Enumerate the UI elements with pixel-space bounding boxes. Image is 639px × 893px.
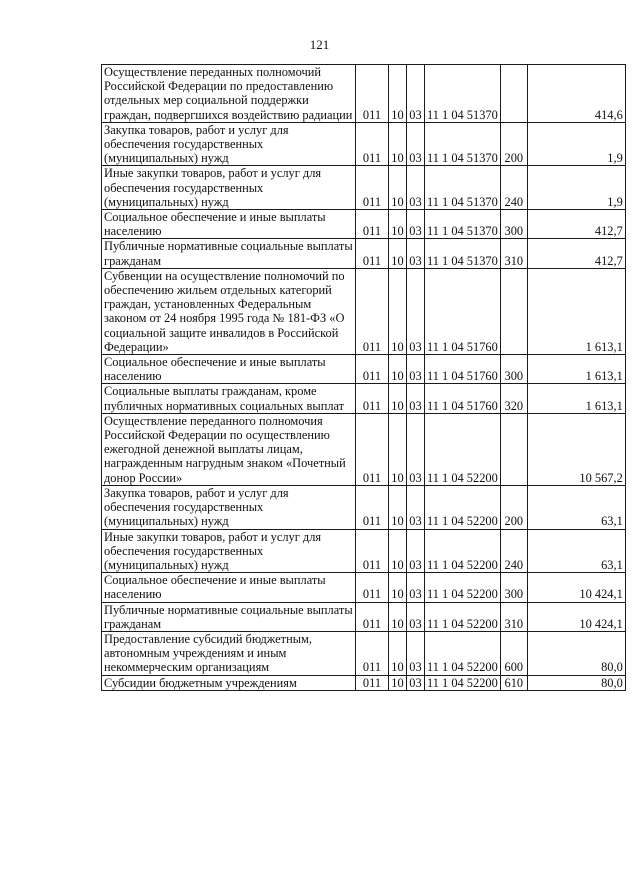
target-article-code-cell: 11 1 04 51760 bbox=[425, 268, 501, 354]
description-cell: Социальное обеспечение и иные выплаты населению bbox=[102, 210, 356, 239]
description-cell: Иные закупки товаров, работ и услуг для обеспечения государственных (муниципальных) нужд bbox=[102, 529, 356, 573]
expense-type-code-cell: 310 bbox=[500, 239, 527, 268]
subsection-code-cell: 03 bbox=[407, 675, 425, 690]
amount-cell: 1,9 bbox=[527, 122, 625, 166]
subsection-code-cell: 03 bbox=[407, 355, 425, 384]
section-code-cell: 10 bbox=[389, 631, 407, 675]
target-article-code-cell: 11 1 04 52200 bbox=[425, 413, 501, 485]
subsection-code-cell: 03 bbox=[407, 485, 425, 529]
table-row bbox=[102, 239, 626, 268]
description-cell: Социальное обеспечение и иные выплаты населению bbox=[102, 573, 356, 602]
budget-table bbox=[101, 64, 626, 691]
section-code-cell: 10 bbox=[389, 675, 407, 690]
amount-cell: 10 567,2 bbox=[527, 413, 625, 485]
description-cell: Осуществление переданного полномочия Российской Федерации по осуществлению ежегодной денежной выплаты лицам, награжденным нагрудным знаком «Почетный донор России» bbox=[102, 413, 356, 485]
section-code-cell: 10 bbox=[389, 384, 407, 413]
amount-cell: 63,1 bbox=[527, 485, 625, 529]
subsection-code-cell: 03 bbox=[407, 413, 425, 485]
expense-type-code-cell: 240 bbox=[500, 529, 527, 573]
table-row bbox=[102, 384, 626, 413]
section-code-cell: 10 bbox=[389, 65, 407, 123]
description-cell: Закупка товаров, работ и услуг для обеспечения государственных (муниципальных) нужд bbox=[102, 485, 356, 529]
amount-cell: 80,0 bbox=[527, 675, 625, 690]
subsection-code-cell: 03 bbox=[407, 602, 425, 631]
subsection-code-cell: 03 bbox=[407, 529, 425, 573]
table-row bbox=[102, 529, 626, 573]
expense-type-code-cell: 200 bbox=[500, 485, 527, 529]
amount-cell: 412,7 bbox=[527, 239, 625, 268]
table-row bbox=[102, 602, 626, 631]
expense-type-code-cell: 600 bbox=[500, 631, 527, 675]
target-article-code-cell: 11 1 04 52200 bbox=[425, 573, 501, 602]
table-row bbox=[102, 166, 626, 210]
expense-type-code-cell: 610 bbox=[500, 675, 527, 690]
table-row bbox=[102, 485, 626, 529]
grbs-code-cell: 011 bbox=[356, 485, 389, 529]
expense-type-code-cell bbox=[500, 65, 527, 123]
expense-type-code-cell: 240 bbox=[500, 166, 527, 210]
amount-cell: 412,7 bbox=[527, 210, 625, 239]
section-code-cell: 10 bbox=[389, 413, 407, 485]
description-cell: Закупка товаров, работ и услуг для обеспечения государственных (муниципальных) нужд bbox=[102, 122, 356, 166]
grbs-code-cell: 011 bbox=[356, 413, 389, 485]
amount-cell: 10 424,1 bbox=[527, 573, 625, 602]
description-cell: Социальное обеспечение и иные выплаты населению bbox=[102, 355, 356, 384]
amount-cell: 63,1 bbox=[527, 529, 625, 573]
section-code-cell: 10 bbox=[389, 210, 407, 239]
subsection-code-cell: 03 bbox=[407, 631, 425, 675]
amount-cell: 1 613,1 bbox=[527, 384, 625, 413]
target-article-code-cell: 11 1 04 52200 bbox=[425, 631, 501, 675]
description-cell: Иные закупки товаров, работ и услуг для обеспечения государственных (муниципальных) нужд bbox=[102, 166, 356, 210]
grbs-code-cell: 011 bbox=[356, 65, 389, 123]
section-code-cell: 10 bbox=[389, 268, 407, 354]
subsection-code-cell: 03 bbox=[407, 122, 425, 166]
amount-cell: 10 424,1 bbox=[527, 602, 625, 631]
table-row bbox=[102, 573, 626, 602]
grbs-code-cell: 011 bbox=[356, 384, 389, 413]
description-cell: Предоставление субсидий бюджетным, автономным учреждениям и иным некоммерческим организациям bbox=[102, 631, 356, 675]
expense-type-code-cell bbox=[500, 268, 527, 354]
target-article-code-cell: 11 1 04 51370 bbox=[425, 210, 501, 239]
grbs-code-cell: 011 bbox=[356, 239, 389, 268]
expense-type-code-cell: 300 bbox=[500, 355, 527, 384]
grbs-code-cell: 011 bbox=[356, 573, 389, 602]
grbs-code-cell: 011 bbox=[356, 210, 389, 239]
table-row bbox=[102, 122, 626, 166]
table-row bbox=[102, 355, 626, 384]
table-row bbox=[102, 631, 626, 675]
section-code-cell: 10 bbox=[389, 485, 407, 529]
section-code-cell: 10 bbox=[389, 573, 407, 602]
amount-cell: 1 613,1 bbox=[527, 268, 625, 354]
description-cell: Субсидии бюджетным учреждениям bbox=[102, 675, 356, 690]
target-article-code-cell: 11 1 04 51370 bbox=[425, 65, 501, 123]
expense-type-code-cell: 320 bbox=[500, 384, 527, 413]
section-code-cell: 10 bbox=[389, 529, 407, 573]
target-article-code-cell: 11 1 04 52200 bbox=[425, 602, 501, 631]
description-cell: Публичные нормативные социальные выплаты гражданам bbox=[102, 239, 356, 268]
budget-table-body bbox=[102, 65, 626, 691]
subsection-code-cell: 03 bbox=[407, 384, 425, 413]
table-row bbox=[102, 268, 626, 354]
section-code-cell: 10 bbox=[389, 122, 407, 166]
grbs-code-cell: 011 bbox=[356, 268, 389, 354]
table-row bbox=[102, 675, 626, 690]
target-article-code-cell: 11 1 04 51370 bbox=[425, 122, 501, 166]
section-code-cell: 10 bbox=[389, 239, 407, 268]
description-cell: Публичные нормативные социальные выплаты гражданам bbox=[102, 602, 356, 631]
amount-cell: 414,6 bbox=[527, 65, 625, 123]
subsection-code-cell: 03 bbox=[407, 239, 425, 268]
subsection-code-cell: 03 bbox=[407, 166, 425, 210]
grbs-code-cell: 011 bbox=[356, 602, 389, 631]
target-article-code-cell: 11 1 04 51370 bbox=[425, 239, 501, 268]
section-code-cell: 10 bbox=[389, 355, 407, 384]
grbs-code-cell: 011 bbox=[356, 122, 389, 166]
subsection-code-cell: 03 bbox=[407, 268, 425, 354]
grbs-code-cell: 011 bbox=[356, 675, 389, 690]
expense-type-code-cell: 310 bbox=[500, 602, 527, 631]
grbs-code-cell: 011 bbox=[356, 166, 389, 210]
amount-cell: 1 613,1 bbox=[527, 355, 625, 384]
table-row bbox=[102, 210, 626, 239]
expense-type-code-cell: 200 bbox=[500, 122, 527, 166]
subsection-code-cell: 03 bbox=[407, 210, 425, 239]
grbs-code-cell: 011 bbox=[356, 355, 389, 384]
grbs-code-cell: 011 bbox=[356, 529, 389, 573]
target-article-code-cell: 11 1 04 51760 bbox=[425, 384, 501, 413]
subsection-code-cell: 03 bbox=[407, 65, 425, 123]
section-code-cell: 10 bbox=[389, 166, 407, 210]
table-row bbox=[102, 413, 626, 485]
expense-type-code-cell: 300 bbox=[500, 210, 527, 239]
target-article-code-cell: 11 1 04 51760 bbox=[425, 355, 501, 384]
target-article-code-cell: 11 1 04 52200 bbox=[425, 485, 501, 529]
page-number: 121 bbox=[309, 37, 330, 52]
expense-type-code-cell bbox=[500, 413, 527, 485]
subsection-code-cell: 03 bbox=[407, 573, 425, 602]
grbs-code-cell: 011 bbox=[356, 631, 389, 675]
section-code-cell: 10 bbox=[389, 602, 407, 631]
target-article-code-cell: 11 1 04 52200 bbox=[425, 675, 501, 690]
amount-cell: 1,9 bbox=[527, 166, 625, 210]
description-cell: Субвенции на осуществление полномочий по обеспечению жильем отдельных категорий граждан, установленных Федеральным законом от 24 ноября 1995 года № 181-ФЗ «О социальной защите инвалидов в Российской Федерации» bbox=[102, 268, 356, 354]
target-article-code-cell: 11 1 04 51370 bbox=[425, 166, 501, 210]
amount-cell: 80,0 bbox=[527, 631, 625, 675]
expense-type-code-cell: 300 bbox=[500, 573, 527, 602]
target-article-code-cell: 11 1 04 52200 bbox=[425, 529, 501, 573]
description-cell: Социальные выплаты гражданам, кроме публичных нормативных социальных выплат bbox=[102, 384, 356, 413]
table-row bbox=[102, 65, 626, 123]
description-cell: Осуществление переданных полномочий Российской Федерации по предоставлению отдельных мер социальной поддержки граждан, подвергшихся воздействию радиации bbox=[102, 65, 356, 123]
